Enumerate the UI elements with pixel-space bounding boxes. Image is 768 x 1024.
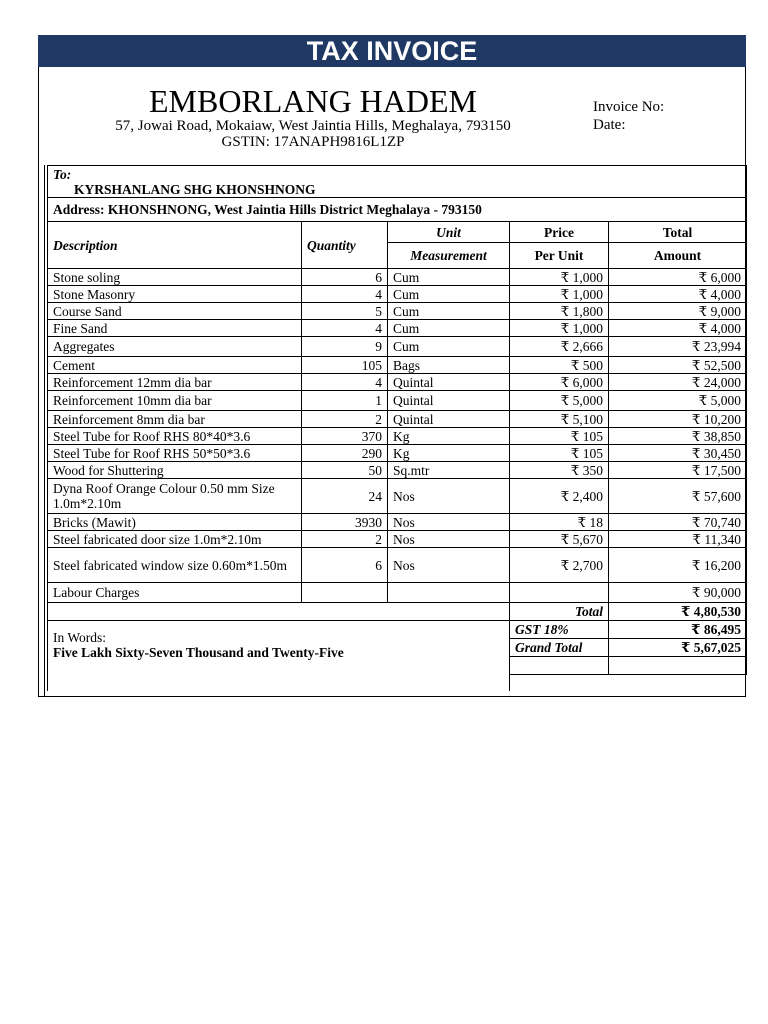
table-row	[48, 583, 747, 603]
item-price: ₹ 500	[510, 357, 609, 374]
col-total-bottom: Amount	[609, 243, 747, 269]
table-row	[48, 548, 747, 583]
item-quantity: 50	[302, 462, 388, 479]
item-price: ₹ 2,700	[510, 548, 609, 583]
blank-cell	[609, 657, 747, 675]
item-unit: Nos	[388, 548, 510, 583]
total-value: ₹ 4,80,530	[609, 603, 747, 621]
item-unit: Cum	[388, 303, 510, 320]
table-row	[48, 445, 747, 462]
table-row	[48, 514, 747, 531]
item-price: ₹ 1,000	[510, 269, 609, 286]
item-description: Bricks (Mawit)	[48, 514, 302, 531]
seller-name: EMBORLANG HADEM	[149, 83, 477, 119]
table-row	[48, 357, 747, 374]
item-price: ₹ 5,000	[510, 391, 609, 411]
item-description: Reinforcement 10mm dia bar	[48, 391, 302, 411]
table-row	[48, 479, 747, 514]
item-price	[510, 583, 609, 603]
item-description: Reinforcement 8mm dia bar	[48, 411, 302, 428]
item-amount: ₹ 5,000	[609, 391, 747, 411]
item-quantity	[302, 583, 388, 603]
item-amount: ₹ 70,740	[609, 514, 747, 531]
col-unit-bottom: Measurement	[388, 243, 510, 269]
item-quantity: 6	[302, 548, 388, 583]
item-quantity: 24	[302, 479, 388, 514]
table-row	[48, 303, 747, 320]
seller-address: 57, Jowai Road, Mokaiaw, West Jaintia Hills, Meghalaya, 793150	[115, 118, 511, 134]
invoice-table	[47, 165, 747, 691]
item-unit: Sq.mtr	[388, 462, 510, 479]
grand-total-label: Grand Total	[510, 639, 609, 657]
item-quantity: 9	[302, 337, 388, 357]
col-unit-top: Unit	[388, 222, 510, 243]
item-description: Fine Sand	[48, 320, 302, 337]
to-label: To:	[53, 167, 72, 182]
total-label: Total	[510, 603, 609, 621]
item-quantity: 4	[302, 320, 388, 337]
item-quantity: 105	[302, 357, 388, 374]
item-amount: ₹ 10,200	[609, 411, 747, 428]
item-description: Labour Charges	[48, 583, 302, 603]
item-unit: Quintal	[388, 411, 510, 428]
col-price-bottom: Per Unit	[510, 243, 609, 269]
item-amount: ₹ 90,000	[609, 583, 747, 603]
item-unit: Cum	[388, 337, 510, 357]
item-amount: ₹ 17,500	[609, 462, 747, 479]
inner-border	[44, 165, 45, 696]
item-quantity: 5	[302, 303, 388, 320]
table-row	[48, 374, 747, 391]
item-price: ₹ 5,670	[510, 531, 609, 548]
item-description: Dyna Roof Orange Colour 0.50 mm Size 1.0m*2.10m	[48, 479, 302, 514]
item-unit: Quintal	[388, 374, 510, 391]
item-price: ₹ 105	[510, 428, 609, 445]
table-row	[48, 337, 747, 357]
item-price: ₹ 2,666	[510, 337, 609, 357]
item-quantity: 2	[302, 411, 388, 428]
item-quantity: 4	[302, 374, 388, 391]
blank-cell	[510, 675, 609, 691]
table-row	[48, 320, 747, 337]
item-price: ₹ 1,000	[510, 320, 609, 337]
item-amount: ₹ 24,000	[609, 374, 747, 391]
invoice-date-label: Date:	[593, 117, 626, 133]
item-price: ₹ 1,000	[510, 286, 609, 303]
item-amount: ₹ 23,994	[609, 337, 747, 357]
item-description: Steel Tube for Roof RHS 80*40*3.6	[48, 428, 302, 445]
table-row	[48, 269, 747, 286]
gst-label: GST 18%	[510, 621, 609, 639]
item-unit: Nos	[388, 531, 510, 548]
item-price: ₹ 105	[510, 445, 609, 462]
item-unit: Cum	[388, 269, 510, 286]
item-unit: Nos	[388, 514, 510, 531]
col-quantity: Quantity	[302, 222, 388, 269]
item-description: Steel Tube for Roof RHS 50*50*3.6	[48, 445, 302, 462]
item-amount: ₹ 16,200	[609, 548, 747, 583]
item-description: Wood for Shuttering	[48, 462, 302, 479]
buyer-address: Address: KHONSHNONG, West Jaintia Hills District Meghalaya - 793150	[48, 198, 747, 222]
item-description: Aggregates	[48, 337, 302, 357]
item-amount: ₹ 4,000	[609, 286, 747, 303]
table-row	[48, 391, 747, 411]
col-description: Description	[48, 222, 302, 269]
item-unit	[388, 583, 510, 603]
col-total-top: Total	[609, 222, 747, 243]
table-row	[48, 411, 747, 428]
item-amount: ₹ 52,500	[609, 357, 747, 374]
item-unit: Cum	[388, 286, 510, 303]
item-quantity: 1	[302, 391, 388, 411]
item-unit: Quintal	[388, 391, 510, 411]
item-description: Course Sand	[48, 303, 302, 320]
table-row	[48, 428, 747, 445]
item-amount: ₹ 11,340	[609, 531, 747, 548]
item-description: Cement	[48, 357, 302, 374]
col-price-top: Price	[510, 222, 609, 243]
invoice-number-label: Invoice No:	[593, 99, 665, 115]
item-unit: Kg	[388, 445, 510, 462]
blank-cell	[510, 657, 609, 675]
table-row	[48, 462, 747, 479]
item-description: Steel fabricated window size 0.60m*1.50m	[48, 548, 302, 583]
item-description: Stone Masonry	[48, 286, 302, 303]
gst-value: ₹ 86,495	[609, 621, 747, 639]
item-quantity: 2	[302, 531, 388, 548]
buyer-name: KYRSHANLANG SHG KHONSHNONG	[74, 182, 316, 197]
item-quantity: 290	[302, 445, 388, 462]
item-amount: ₹ 4,000	[609, 320, 747, 337]
item-price: ₹ 350	[510, 462, 609, 479]
table-row	[48, 286, 747, 303]
item-description: Steel fabricated door size 1.0m*2.10m	[48, 531, 302, 548]
seller-gstin: GSTIN: 17ANAPH9816L1ZP	[221, 134, 405, 150]
item-quantity: 4	[302, 286, 388, 303]
item-quantity: 370	[302, 428, 388, 445]
buyer-block	[48, 166, 747, 198]
item-amount: ₹ 9,000	[609, 303, 747, 320]
item-amount: ₹ 30,450	[609, 445, 747, 462]
item-description: Reinforcement 12mm dia bar	[48, 374, 302, 391]
item-amount: ₹ 38,850	[609, 428, 747, 445]
item-price: ₹ 2,400	[510, 479, 609, 514]
item-amount: ₹ 6,000	[609, 269, 747, 286]
item-unit: Kg	[388, 428, 510, 445]
item-unit: Cum	[388, 320, 510, 337]
table-row	[48, 531, 747, 548]
blank-cell	[609, 675, 747, 691]
item-description: Stone soling	[48, 269, 302, 286]
item-price: ₹ 5,100	[510, 411, 609, 428]
in-words-value: Five Lakh Sixty-Seven Thousand and Twenty-Five	[53, 645, 344, 660]
item-price: ₹ 18	[510, 514, 609, 531]
item-unit: Bags	[388, 357, 510, 374]
item-price: ₹ 1,800	[510, 303, 609, 320]
totals-spacer	[48, 603, 510, 621]
in-words-label: In Words:	[53, 630, 107, 645]
item-quantity: 6	[302, 269, 388, 286]
item-unit: Nos	[388, 479, 510, 514]
grand-total-value: ₹ 5,67,025	[609, 639, 747, 657]
item-amount: ₹ 57,600	[609, 479, 747, 514]
invoice-title: TAX INVOICE	[38, 35, 746, 67]
item-price: ₹ 6,000	[510, 374, 609, 391]
item-quantity: 3930	[302, 514, 388, 531]
